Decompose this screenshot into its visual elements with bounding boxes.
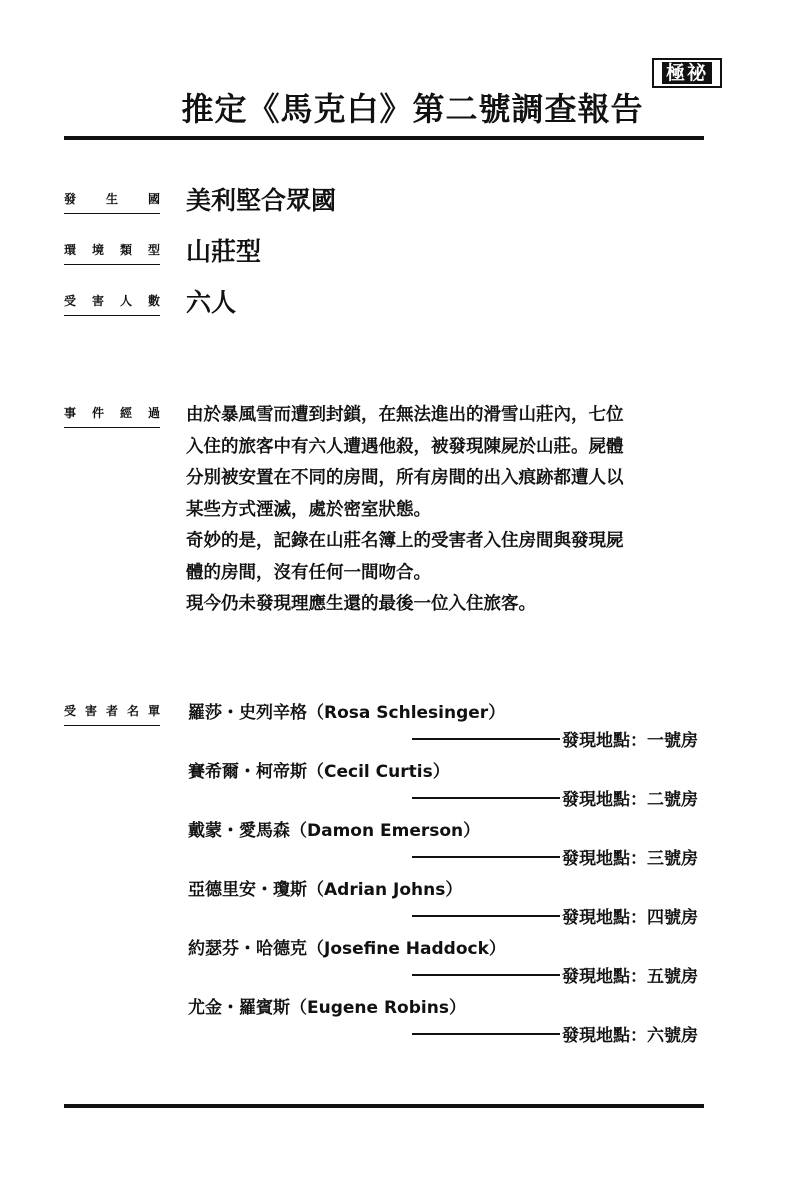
label-char: 受 xyxy=(64,704,77,718)
environment-label xyxy=(64,241,160,265)
incident-narrative xyxy=(186,400,716,621)
label-char: 類 xyxy=(119,243,132,257)
label-char: 單 xyxy=(147,704,160,718)
location-text: 發現地點：五號房 xyxy=(562,967,698,987)
stamp-text: 極祕 xyxy=(662,62,712,84)
narrative-line: 入住的旅客中有六人遭遇他殺，被發現陳屍於山莊。屍體 xyxy=(186,436,624,457)
label-char: 國 xyxy=(147,192,160,206)
narrative-line: 由於暴風雪而遭到封鎖，在無法進出的滑雪山莊內，七位 xyxy=(186,405,624,425)
label-char: 境 xyxy=(91,243,104,257)
victim-count-value: 六人 xyxy=(186,288,237,317)
victim-location xyxy=(412,1021,698,1046)
leader-line xyxy=(412,797,560,799)
label-char: 過 xyxy=(147,406,160,420)
leader-line xyxy=(412,856,560,858)
victim-location xyxy=(412,903,698,928)
victim-count-label xyxy=(64,292,160,316)
label-char: 者 xyxy=(105,704,118,718)
victim-location xyxy=(412,844,698,869)
label-char: 名 xyxy=(126,704,139,718)
label-char: 害 xyxy=(91,294,104,308)
label-char: 發 xyxy=(64,192,77,206)
label-char: 受 xyxy=(64,294,77,308)
country-label xyxy=(64,190,160,214)
leader-line xyxy=(412,974,560,976)
location-text: 發現地點：一號房 xyxy=(562,731,698,751)
label-char: 環 xyxy=(64,243,77,257)
victim-location xyxy=(412,962,698,987)
victim-location xyxy=(412,726,698,751)
label-char: 數 xyxy=(147,294,160,308)
narrative-line: 某些方式湮滅，處於密室狀態。 xyxy=(186,499,431,520)
report-title: 推定《馬克白》第二號調查報告 xyxy=(181,90,644,128)
narrative-line: 體的房間，沒有任何一間吻合。 xyxy=(186,562,431,583)
victim-name: 亞德里安・瓊斯（Adrian Johns） xyxy=(188,880,463,900)
leader-line xyxy=(412,1033,560,1035)
narrative-line: 奇妙的是，記錄在山莊名簿上的受害者入住房間與發現屍 xyxy=(186,531,624,551)
label-char: 件 xyxy=(91,406,104,420)
location-text: 發現地點：二號房 xyxy=(562,790,698,810)
label-char: 害 xyxy=(84,704,97,718)
leader-line xyxy=(412,738,560,740)
victim-name: 戴蒙・愛馬森（Damon Emerson） xyxy=(188,821,481,841)
label-char: 事 xyxy=(64,406,77,420)
incident-label xyxy=(64,404,160,428)
narrative-line: 現今仍未發現理應生還的最後一位入住旅客。 xyxy=(186,594,536,614)
label-char: 經 xyxy=(119,406,132,420)
victim-name: 賽希爾・柯帝斯（Cecil Curtis） xyxy=(188,762,450,782)
label-char: 型 xyxy=(147,243,160,257)
victim-list-label xyxy=(64,702,160,726)
environment-value: 山莊型 xyxy=(186,237,262,266)
leader-line xyxy=(412,915,560,917)
victim-name: 約瑟芬・哈德克（Josefine Haddock） xyxy=(188,939,506,959)
victim-name: 尤金・羅賓斯（Eugene Robins） xyxy=(188,998,466,1018)
label-char: 生 xyxy=(105,192,118,206)
victim-location xyxy=(412,785,698,810)
location-text: 發現地點：三號房 xyxy=(562,849,698,869)
bottom-divider xyxy=(64,1104,704,1108)
location-text: 發現地點：四號房 xyxy=(562,908,698,928)
location-text: 發現地點：六號房 xyxy=(562,1026,698,1046)
victim-name: 羅莎・史列辛格（Rosa Schlesinger） xyxy=(188,703,506,723)
label-char: 人 xyxy=(119,294,132,308)
narrative-line: 分別被安置在不同的房間，所有房間的出入痕跡都遭人以 xyxy=(186,468,624,488)
top-divider xyxy=(64,136,704,140)
country-value: 美利堅合眾國 xyxy=(186,186,337,215)
